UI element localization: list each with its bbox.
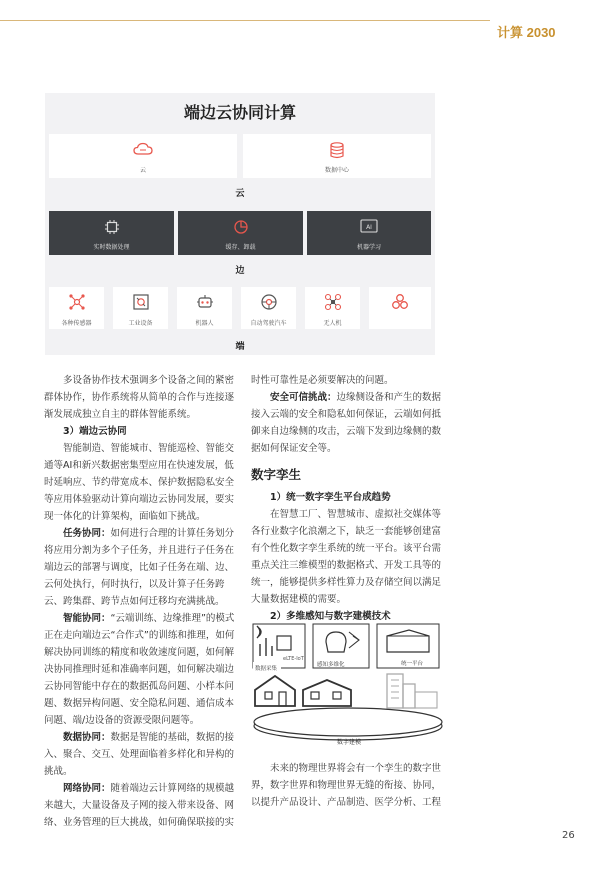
net-text: 随着端边云计算网络的规模越来越大，大量设备及子网的接入带来设备、网络、业务管理的巨大挑战，如何确保联接的实 xyxy=(44,783,235,828)
intel-text: “云端训练、边缘推理”的模式正在走向端边云“合作式”的训练和推理，如何解决协同训练的精度和收敛速度问题，如何解决协同推理时延和准确率问题，如何解决端边云协同智能中存在的数据孤岛问题、小样本问题、数据异构问题、安全隐私问题、通信成本问题、端/边设备的资源受限问题等。 xyxy=(44,613,235,726)
subheading-edge-cloud: 3）端边云协同 xyxy=(63,426,127,437)
edge-card-cache-label: 缓存、卸载 xyxy=(225,244,256,251)
datacenter-card-label: 数据中心 xyxy=(324,167,349,174)
base-label: 数字建模 xyxy=(337,739,362,746)
intel-paragraph xyxy=(44,610,240,729)
digital-twin-figure xyxy=(251,622,445,749)
cloud-card-label: 云 xyxy=(139,167,146,174)
security-text: 边缘侧设备和产生的数据接入云端的安全和隐私如何保证，云端如何抵御来自边缘侧的攻击，云端下发到边缘侧的数据如何保证安全等。 xyxy=(251,392,442,454)
edge-card-realtime-label: 实时数据处理 xyxy=(93,244,130,251)
datacenter-card xyxy=(243,134,431,178)
end-card-robot-label: 机器人 xyxy=(195,320,214,327)
brand-title: 计算 2030 xyxy=(497,25,556,40)
edge-card-ml-label: 机器学习 xyxy=(356,244,381,251)
right-column xyxy=(251,372,445,625)
edge-cloud-figure xyxy=(45,93,435,355)
ai-icon xyxy=(360,219,378,233)
unified-platform-box xyxy=(377,624,439,668)
cloud-card xyxy=(49,134,237,178)
security-label: 安全可信挑战： xyxy=(270,392,337,403)
end-card-car-label: 自动驾驶汽车 xyxy=(250,320,287,327)
steering-wheel-icon xyxy=(260,293,278,311)
edge-card-cache xyxy=(178,211,303,255)
end-card-sensor-label: 各种传感器 xyxy=(61,320,92,327)
box3-label: 统一平台 xyxy=(401,661,424,667)
figure-title: 端边云协同计算 xyxy=(183,103,296,122)
header-rule xyxy=(0,20,490,21)
edge-layer-label: 边 xyxy=(235,266,245,276)
edge-card-realtime xyxy=(49,211,174,255)
end-card-car xyxy=(241,287,296,329)
end-card-sensor xyxy=(49,287,104,329)
data-label: 数据协同： xyxy=(63,732,111,743)
closing-paragraph: 未来的物理世界将会有一个孪生的数字世界，数字世界和物理世界无缝的衔接、协同，以提升产品设计、产品制造、医学分析、工程 xyxy=(251,763,442,808)
multi-sensing-box xyxy=(313,624,369,668)
data-paragraph xyxy=(44,729,240,780)
edge-card-ml xyxy=(307,211,431,255)
task-label: 任务协同： xyxy=(63,528,111,539)
closing-column xyxy=(251,760,445,811)
platform-paragraph: 在智慧工厂、智慧城市、虚拟社交媒体等各行业数字化浪潮之下，缺乏一套能够创建富有个性化数字孪生系统的统一平台。该平台需重点关注三维模型的数据格式、开发工具等的统一，能够提供多样性算力及存储空间以满足大量数据建模的需要。 xyxy=(251,509,442,605)
left-column xyxy=(44,372,240,831)
database-icon xyxy=(330,142,344,159)
end-layer-label: 端 xyxy=(235,342,245,352)
sensor-network-icon xyxy=(68,293,86,311)
page-number: 26 xyxy=(562,830,575,841)
cloud-icon xyxy=(133,142,153,156)
intel-label: 智能协同： xyxy=(63,613,111,624)
city-icon xyxy=(387,674,437,708)
subheading-modeling: 2）多维感知与数字建模技术 xyxy=(270,611,391,622)
end-card-industrial xyxy=(113,287,168,329)
security-paragraph xyxy=(251,389,445,457)
net-paragraph xyxy=(44,780,240,831)
end-card-cluster xyxy=(369,287,431,329)
house-icon xyxy=(255,676,295,706)
intro-paragraph: 多设备协作技术强调多个设备之间的紧密群体协作，协作系统将从简单的合作与连接逐渐发展成独立自主的群体智能系统。 xyxy=(44,375,235,420)
end-card-drone xyxy=(305,287,360,329)
end-card-drone-label: 无人机 xyxy=(323,320,342,327)
cluster-icon xyxy=(391,293,409,311)
data-text: 数据是智能的基础，数据的接入、聚合、交互、处理面临着多样化和异构的挑战。 xyxy=(44,732,235,777)
box1-label: 数据采集 xyxy=(255,666,278,672)
box2-label: 感知多维化 xyxy=(317,662,345,668)
subheading-platform: 1）统一数字孪生平台成趋势 xyxy=(270,492,391,503)
pie-chart-icon xyxy=(233,219,249,235)
end-card-robot xyxy=(177,287,232,329)
net-label: 网络协同： xyxy=(63,783,111,794)
industrial-device-icon xyxy=(132,293,150,311)
task-text: 如何进行合理的计算任务划分将应用分割为多个子任务，并且进行子任务在端边云的部署与调度，比如子任务在端、边、云何处执行，何时执行，以及计算子任务跨云、跨集群、跨节点如何迁移均充满挑战。 xyxy=(44,528,235,607)
end-card-industrial-label: 工业设备 xyxy=(128,320,153,327)
svg-text:AI: AI xyxy=(366,224,372,231)
iot-tag: eLTE-IoT xyxy=(283,656,304,662)
task-paragraph xyxy=(44,525,240,610)
edge-cloud-paragraph: 智能制造、智能城市、智能巡检、智能交通等AI和新兴数据密集型应用在快速发展，低时延响应、节约带宽成本、保护数据隐私安全等应用体验驱动计算向端边云协同发展，要实现一体化的计算架构，面临如下挑战。 xyxy=(44,443,235,522)
cloud-layer-label: 云 xyxy=(235,189,245,199)
robot-icon xyxy=(196,293,214,311)
building-icon xyxy=(303,680,351,706)
section-title: 数字孪生 xyxy=(251,467,302,482)
data-collection-box xyxy=(253,624,305,672)
continued-paragraph: 时性可靠性是必须要解决的问题。 xyxy=(251,375,394,386)
chip-icon xyxy=(104,219,120,235)
drone-icon xyxy=(324,293,342,311)
